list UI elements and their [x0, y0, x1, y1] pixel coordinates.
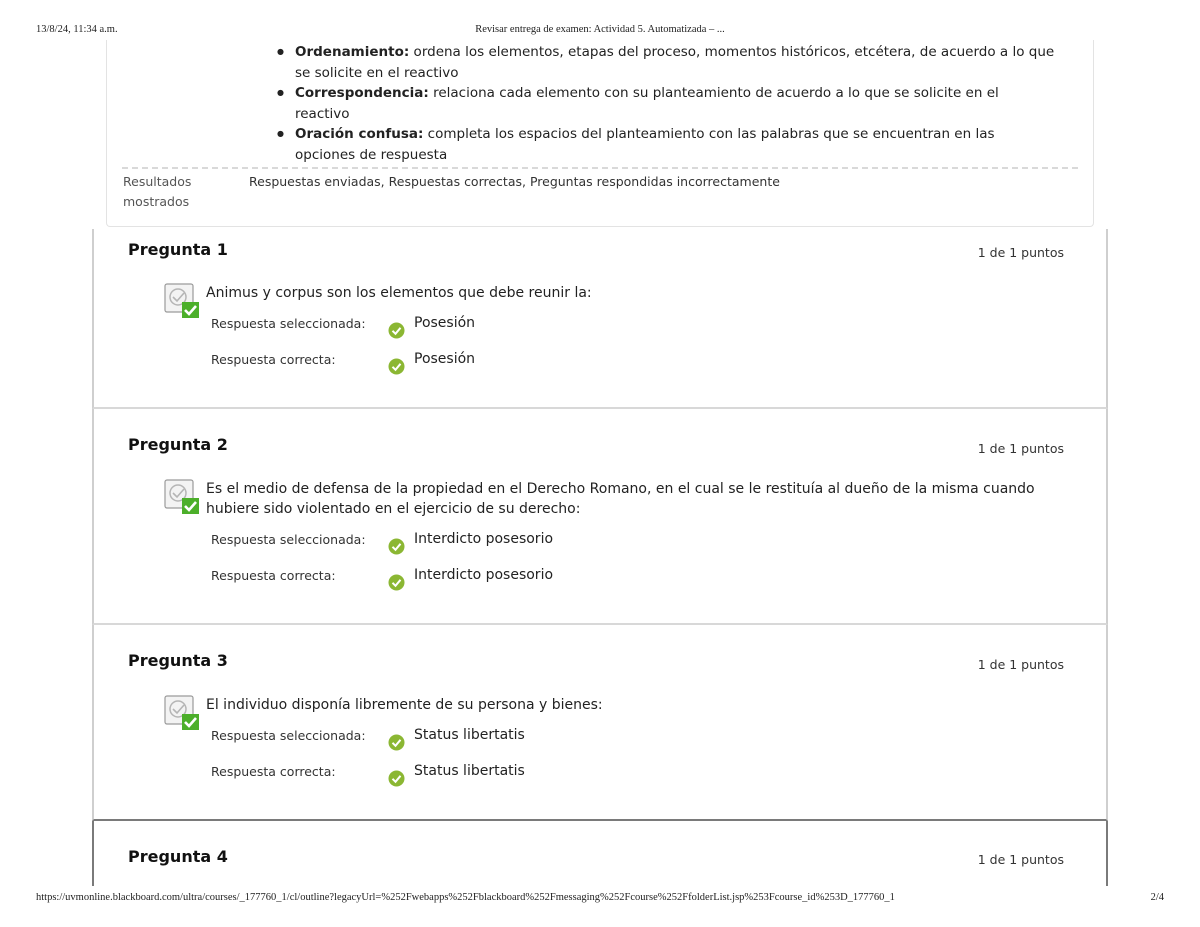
correct-question-icon — [162, 477, 202, 517]
selected-answer-value: Posesión — [414, 315, 476, 331]
selected-answer-value: Status libertatis — [414, 727, 525, 743]
correct-check-icon — [388, 322, 405, 339]
correct-check-icon — [388, 538, 405, 555]
question-title: Pregunta 2 — [128, 435, 228, 454]
selected-answer-label: Respuesta seleccionada: — [211, 532, 366, 547]
selected-answer-value: Interdicto posesorio — [414, 531, 554, 547]
question-title: Pregunta 3 — [128, 651, 228, 670]
question-title: Pregunta 1 — [128, 240, 228, 259]
instruction-item-ordenamiento — [275, 42, 1055, 83]
instruction-desc: relaciona cada elemento con su planteamiento de acuerdo a lo que se solicite en el reactivo — [295, 85, 999, 122]
correct-answer-value: Interdicto posesorio — [414, 567, 554, 583]
correct-question-icon — [162, 693, 202, 733]
correct-answer-value: Posesión — [414, 351, 476, 367]
results-shown-label: Resultados mostrados — [123, 174, 192, 209]
question-text: El individuo disponía libremente de su persona y bienes: — [206, 697, 603, 713]
instruction-term: Ordenamiento: — [295, 44, 410, 60]
selected-answer-label: Respuesta seleccionada: — [211, 728, 366, 743]
instruction-desc: completa los espacios del planteamiento con las palabras que se encuentran en las opciones de respuesta — [295, 126, 995, 163]
question-panel-4 — [92, 821, 1108, 886]
print-date: 13/8/24, 11:34 a.m. — [36, 24, 118, 35]
print-title: Revisar entrega de examen: Actividad 5. Automatizada – ... — [475, 24, 725, 35]
selected-answer-label: Respuesta seleccionada: — [211, 316, 366, 331]
question-points: 1 de 1 puntos — [977, 245, 1064, 260]
question-panel-1 — [92, 229, 1108, 409]
correct-answer-label: Respuesta correcta: — [211, 764, 336, 779]
question-panel-3 — [92, 625, 1108, 821]
correct-check-icon — [388, 574, 405, 591]
dashed-divider — [122, 167, 1078, 169]
print-page-number: 2/4 — [1150, 892, 1164, 903]
instruction-item-oracion-confusa — [275, 124, 1055, 165]
correct-question-icon — [162, 281, 202, 321]
question-points: 1 de 1 puntos — [977, 441, 1064, 456]
correct-check-icon — [388, 770, 405, 787]
question-panel-2 — [92, 409, 1108, 625]
question-text: Animus y corpus son los elementos que debe reunir la: — [206, 285, 592, 301]
question-title: Pregunta 4 — [128, 847, 228, 866]
question-points: 1 de 1 puntos — [977, 852, 1064, 867]
instruction-term: Correspondencia: — [295, 85, 429, 101]
correct-answer-label: Respuesta correcta: — [211, 568, 336, 583]
instruction-item-correspondencia — [275, 83, 1055, 124]
instructions-list — [275, 42, 1055, 165]
print-url: https://uvmonline.blackboard.com/ultra/courses/_177760_1/cl/outline?legacyUrl=%252Fwebapps%252Fblackboard%252Fmessaging%252Fcourse%252FfolderList.jsp%253Fcourse_id%253D_177760_1 — [36, 892, 895, 903]
instruction-term: Oración confusa: — [295, 126, 424, 142]
instruction-desc: ordena los elementos, etapas del proceso, momentos históricos, etcétera, de acuerdo a lo que se solicite en el reactivo — [295, 44, 1055, 81]
correct-check-icon — [388, 358, 405, 375]
correct-answer-label: Respuesta correcta: — [211, 352, 336, 367]
question-text: Es el medio de defensa de la propiedad en el Derecho Romano, en el cual se le restituía al dueño de la misma cuando hubiere sido violentado en el ejercicio de su derecho: — [206, 481, 1035, 517]
correct-check-icon — [388, 734, 405, 751]
results-shown-value: Respuestas enviadas, Respuestas correctas, Preguntas respondidas incorrectamente — [249, 174, 780, 189]
question-points: 1 de 1 puntos — [977, 657, 1064, 672]
correct-answer-value: Status libertatis — [414, 763, 525, 779]
